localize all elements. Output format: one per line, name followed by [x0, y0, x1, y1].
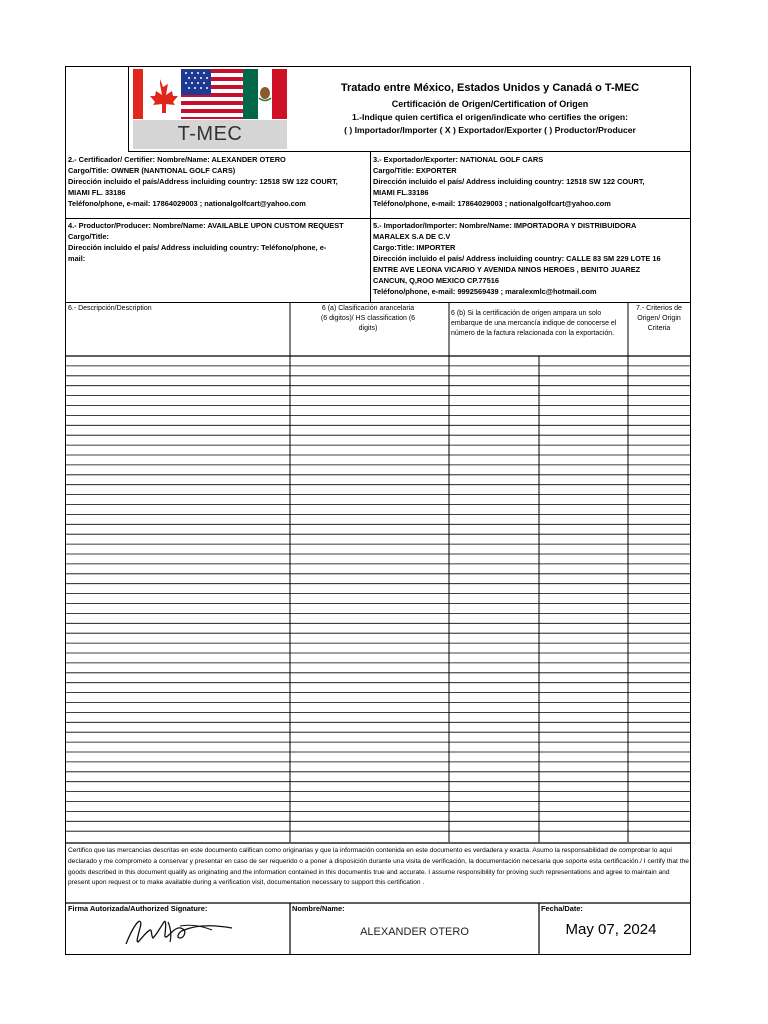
col-description-header: 6.- Descripción/Description	[68, 305, 152, 312]
producer-name: 4.- Productor/Producer: Nombre/Name: AVAILABLE UPON CUSTOM REQUEST	[68, 221, 344, 230]
producer-address: Dirección incluido el país/ Address incluiding country: Teléfono/phone, e-	[68, 243, 327, 252]
certifier-address-city: MIAMI FL. 33186	[68, 188, 126, 197]
name-label: Nombre/Name:	[292, 904, 345, 913]
exporter-title: Cargo/Title: EXPORTER	[373, 166, 457, 175]
importer-title: Cargo:Title: IMPORTER	[373, 243, 456, 252]
certifier-instruction: 1.-Indique quien certifica el origen/indicate who certifies the origen:	[351, 112, 628, 122]
importer-name: 5.- Importador/Importer: Nombre/Name: IMPORTADORA Y DISTRIBUIDORA	[373, 221, 637, 230]
signature-label: Firma Autorizada/Authorized Signature:	[68, 904, 208, 913]
importer-phone-email: Teléfono/phone, e-mail: 9992569439 ; maralexmlc@hotmail.com	[373, 287, 597, 296]
importer-address-cont: ENTRE AVE LEONA VICARIO Y AVENIDA NINOS HEROES , BENITO JUAREZ	[373, 265, 641, 274]
form-subtitle: Certificación de Origen/Certification of Origen	[391, 99, 589, 109]
exporter-phone-email: Teléfono/phone, e-mail: 17864029003 ; nationalgolfcart@yahoo.com	[373, 199, 611, 208]
signer-name: ALEXANDER OTERO	[360, 926, 469, 938]
producer-title: Cargo/Title:	[68, 232, 109, 241]
certification-statement: Certifico que las mercancías descritas en este documento califican como originarias y que la información contenida en este documento es verdadera y exacta. Asumo la responsabilidad de comprobar lo aquí declarado y me comprometo a conservar y presentar en caso de ser requerido o a poner a disposición durante una visita de verificación, la documentación necesaria que soporte esta certificación./ I certify that the goods described in this document qualify as originating and the information contained in this documentis true and accurate. I assume responsibility for proving such representations and agree to maintain and present upon request or to make available during a verification visit, documentation necessary to support this certification .	[68, 847, 689, 887]
form-title: Tratado entre México, Estados Unidos y Canadá o T-MEC	[340, 82, 640, 94]
col-invoice-header: 6 (b) Si la certificación de origen ampara un solo embarque de una mercancía indique de conocerse el número de la factura relacionada con la exportación.	[451, 310, 617, 337]
importer-address: Dirección incluido el país/ Address incluiding country: CALLE 83 SM 229 LOTE 16	[373, 254, 661, 263]
authorized-signature	[120, 912, 260, 952]
importer-name-cont: MARALEX S.A DE C.V	[373, 232, 451, 241]
certifier-options: ( ) Importador/Importer ( X ) Exportador/Exporter ( ) Productor/Producer	[344, 125, 636, 135]
tmec-logo-text: T-MEC	[133, 120, 287, 149]
producer-address-cont: mail:	[68, 254, 86, 263]
importer-address-city: CANCUN, Q,ROO MEXICO CP.77516	[373, 276, 499, 285]
certifier-phone-email: Teléfono/phone, e-mail: 17864029003 ; nationalgolfcart@yahoo.com	[68, 199, 306, 208]
certifier-name: 2.- Certificador/ Certifier: Nombre/Name: ALEXANDER OTERO	[68, 155, 286, 164]
exporter-address: Dirección incluido el país/ Address incluiding country: 12518 SW 122 COURT,	[373, 177, 645, 186]
handwritten-signature-icon	[120, 912, 260, 952]
col-criteria-header: 7.- Criterios de Origen/ Origin Criteria	[636, 305, 682, 332]
date-label: Fecha/Date:	[541, 904, 583, 913]
exporter-name: 3.- Exportador/Exporter: NATIONAL GOLF CARS	[373, 155, 544, 164]
certifier-address: Dirección incluido el país/Address incluiding country: 12518 SW 122 COURT,	[68, 177, 338, 186]
col-hs-header: 6 (a) Clasificación arancelaria (6 digitos)/ HS classification (6 digits)	[320, 305, 416, 332]
signature-date: May 07, 2024	[565, 921, 657, 938]
certifier-title: Cargo/Title: OWNER (NANTIONAL GOLF CARS)	[68, 166, 236, 175]
exporter-address-city: MIAMI FL.33186	[373, 188, 429, 197]
